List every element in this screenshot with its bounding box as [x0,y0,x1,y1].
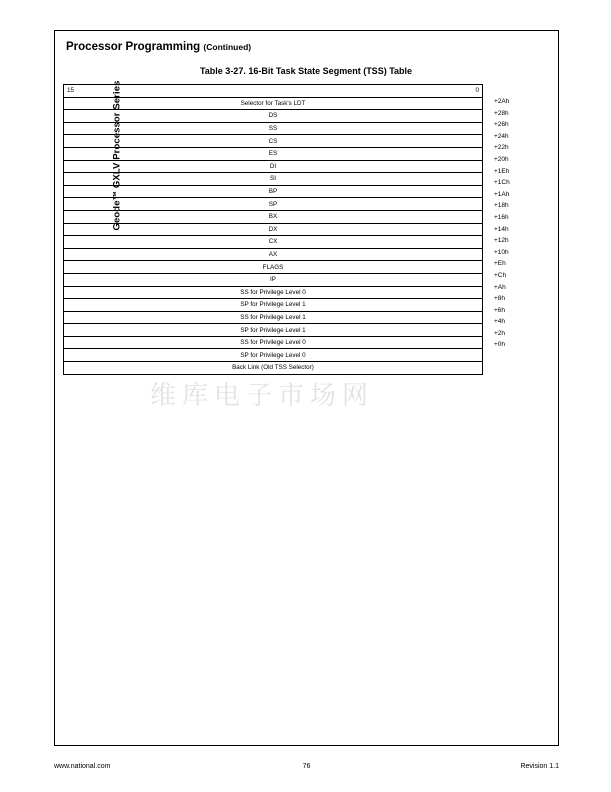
tss-offset-label: +2Ah [494,98,510,105]
table-row [64,236,483,249]
tss-field-cell: SI [64,173,483,186]
tss-offset-label: +28h [494,109,509,117]
table-row [64,362,483,375]
tss-offset-label: +Ah [494,283,506,291]
offset-column [494,96,544,351]
table-row [64,273,483,286]
bit-range-cell [64,85,483,98]
tss-offset-label: +4h [494,318,506,326]
table-row [64,349,483,362]
table-row [64,173,483,186]
table-row [64,311,483,324]
tss-field-cell: SS for Privilege Level 0 [64,336,483,349]
section-continued-label: (Continued) [203,42,252,52]
footer-revision: Revision 1.1 [520,763,559,770]
tss-offset-label: +1Ah [494,190,510,198]
table-row [64,110,483,123]
tss-field-cell: DS [64,110,483,123]
tss-field-cell: SS for Privilege Level 0 [64,286,483,299]
table-caption: Table 3-27. 16-Bit Task State Segment (TSS) Table [199,66,413,76]
table-row [64,97,483,110]
tss-field-cell: SP [64,198,483,211]
tss-field-cell: CS [64,135,483,148]
tss-offset-label: +10h [494,248,509,256]
table-row [64,336,483,349]
tss-field-cell: SP for Privilege Level 1 [64,324,483,337]
tss-offset-label: +1Ch [494,179,510,187]
tss-offset-label: +Ch [494,271,507,279]
tss-field-cell: IP [64,273,483,286]
bit-lsb-label: 0 [475,87,479,94]
tss-offset-label: +Eh [494,260,506,268]
tss-offset-label: +8h [494,295,506,303]
tss-offset-label: +16h [494,213,509,221]
table-row [64,198,483,211]
table-row [64,135,483,148]
product-series-label: Geode™ GXLV Processor Series [111,80,123,231]
footer-website[interactable]: www.national.com [54,763,111,770]
table-row [64,223,483,236]
tss-offset-label: +0h [494,341,506,349]
footer-page-number: 76 [302,763,311,770]
tss-offset-label: +1Eh [494,167,510,175]
tss-offset-label: +6h [494,306,506,314]
tss-field-cell: SP for Privilege Level 0 [64,349,483,362]
table-row [64,324,483,337]
watermark-text: 维库电子市场网 [150,381,375,411]
tss-field-cell: SS [64,122,483,135]
tss-field-cell: BP [64,185,483,198]
table-row [64,160,483,173]
table-row [64,248,483,261]
tss-field-cell: Selector for Task's LDT [64,97,483,110]
tss-offset-label: +18h [494,202,509,210]
tss-offset-label: +24h [494,132,509,140]
table-row [64,147,483,160]
tss-offset-label: +14h [494,225,509,233]
bit-msb-label: 15 [67,87,75,94]
tss-field-cell: Back Link (Old TSS Selector) [64,362,483,375]
table-row [64,122,483,135]
tss-field-cell: FLAGS [64,261,483,274]
tss-field-cell: BX [64,210,483,223]
table-bit-header-row [64,85,483,98]
tss-field-cell: ES [64,147,483,160]
tss-field-cell: DI [64,160,483,173]
tss-offset-label: +2h [494,329,506,337]
table-row [64,210,483,223]
table-row [64,299,483,312]
tss-field-cell: SS for Privilege Level 1 [64,311,483,324]
tss-offset-label: +22h [494,144,509,152]
tss-offset-label: +26h [494,121,509,129]
table-row [64,286,483,299]
tss-field-cell: DX [64,223,483,236]
tss-field-cell: AX [64,248,483,261]
table-row [64,261,483,274]
section-header [66,41,251,53]
tss-offset-label: +12h [494,237,509,245]
tss-field-cell: SP for Privilege Level 1 [64,299,483,312]
tss-offset-label: +20h [494,155,509,163]
table-row [64,185,483,198]
section-title: Processor Programming [66,41,201,53]
tss-field-cell: CX [64,236,483,249]
tss-table [63,84,483,375]
